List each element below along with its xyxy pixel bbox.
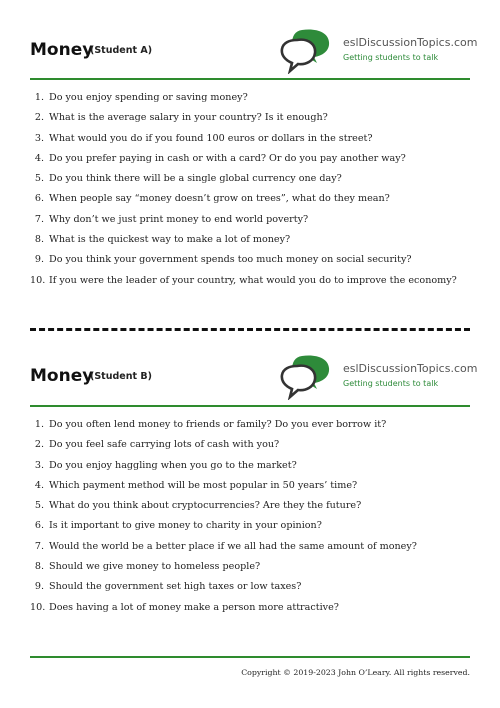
student-label: (Student B) [90,371,152,382]
question-number: 3. [34,459,44,471]
question-item [30,111,470,131]
question-item [30,172,470,192]
section-a-divider [30,78,470,80]
question-text: Do you prefer paying in cash or with a card? Or do you pay another way? [49,152,406,164]
question-number: 5. [34,500,44,512]
section-a-question-list [30,91,470,294]
page-title: Money [30,366,94,386]
question-item [30,540,470,560]
question-number: 4. [34,152,44,164]
logo-tagline: Getting students to talk [343,53,439,62]
question-item [30,560,470,580]
student-label: (Student A) [90,45,153,56]
question-item [30,192,470,212]
question-number: 2. [34,439,44,451]
question-item [30,91,470,111]
question-item [30,233,470,253]
question-number: 6. [34,193,44,205]
question-text: If you were the leader of your country, what would you do to improve the economy? [49,274,457,286]
question-text: Why don’t we just print money to end world poverty? [49,213,309,225]
question-item [30,580,470,600]
question-text: What is the average salary in your country? Is it enough? [49,112,328,124]
question-number: 6. [34,520,44,532]
question-item [30,601,470,621]
question-item [30,152,470,172]
question-number: 9. [34,254,44,266]
question-number: 1. [34,419,44,430]
logo-site-name: eslDiscussionTopics.com [343,36,478,49]
cut-line [30,328,470,331]
question-number: 1. [34,92,44,103]
question-text: What is the quickest way to make a lot of money? [49,234,291,246]
question-text: What do you think about cryptocurrencies? Are they the future? [49,500,362,512]
question-item [30,132,470,152]
question-text: What would you do if you found 100 euros or dollars in the street? [49,132,373,144]
question-number: 9. [34,581,44,593]
question-item [30,438,470,458]
copyright-notice: Copyright © 2019-2023 John O’Leary. All rights reserved. [241,668,470,677]
question-text: Do you enjoy haggling when you go to the market? [49,459,297,471]
question-number: 8. [34,234,44,246]
question-item [30,479,470,499]
question-number: 5. [34,173,44,185]
question-text: Which payment method will be most popular in 50 years’ time? [49,479,358,491]
question-text: Is it important to give money to charity in your opinion? [49,520,322,532]
question-text: Do you think your government spends too much money on social security? [49,254,412,266]
question-text: Do you often lend money to friends or family? Do you ever borrow it? [49,419,387,430]
question-number: 10. [30,601,46,613]
question-text: Should the government set high taxes or low taxes? [49,581,302,593]
question-number: 2. [34,112,44,124]
site-logo[interactable] [280,354,478,402]
site-logo[interactable] [280,28,478,76]
section-b-header [30,354,478,404]
page-title: Money [30,40,94,60]
question-item [30,213,470,233]
question-item [30,519,470,539]
question-text: Do you think there will be a single global currency one day? [49,173,342,185]
section-a-header [30,28,478,78]
question-item [30,459,470,479]
footer-divider [30,656,470,658]
section-b-divider [30,405,470,407]
question-item [30,253,470,273]
question-item [30,499,470,519]
speech-bubbles-icon [280,28,342,74]
speech-bubbles-icon [280,354,342,400]
question-number: 4. [34,479,44,491]
question-number: 10. [30,274,46,286]
question-number: 7. [34,540,44,552]
question-number: 3. [34,132,44,144]
question-number: 8. [34,561,44,573]
logo-site-name: eslDiscussionTopics.com [343,362,478,375]
question-item [30,418,470,438]
question-text: Would the world be a better place if we all had the same amount of money? [49,540,417,552]
logo-tagline: Getting students to talk [343,379,439,388]
question-text: Should we give money to homeless people? [49,561,261,573]
question-text: Do you feel safe carrying lots of cash with you? [49,439,280,451]
section-b-question-list [30,418,470,621]
question-number: 7. [34,213,44,225]
question-text: When people say “money doesn’t grow on trees”, what do they mean? [49,193,390,205]
question-text: Do you enjoy spending or saving money? [49,92,248,103]
question-text: Does having a lot of money make a person more attractive? [49,601,339,613]
question-item [30,274,470,294]
